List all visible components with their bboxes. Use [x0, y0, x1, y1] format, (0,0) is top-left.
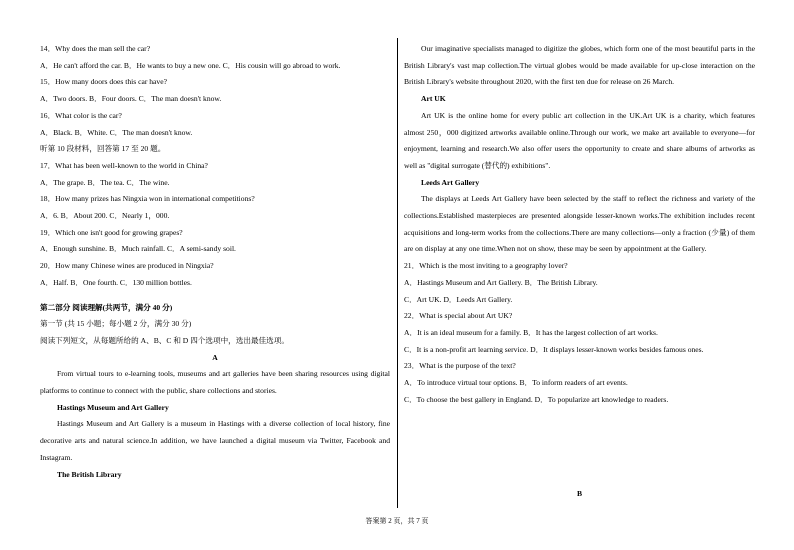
question-23-options-cd: C．To choose the best gallery in England. D．To popularize art knowledge to readers. — [404, 394, 669, 404]
question-14: 14．Why does the man sell the car? — [40, 44, 151, 53]
british-library-paragraph: Our imaginative specialists managed to digitize the globes, which form one of the most beautiful parts in the British Library's vast map collection.The virtual globes would be made available for up-close interaction on the British Library's website throughout 2020, with the first ten due for release on 26 March. — [404, 44, 755, 87]
left-column — [40, 41, 390, 483]
question-19-options: A．Enough sunshine. B．Much rainfall. C．A semi-sandy soil. — [40, 244, 236, 254]
question-16-options: A．Black. B．White. C．The man doesn't know. — [40, 127, 193, 137]
passage-a-intro: From virtual tours to e-learning tools, museums and art galleries have been sharing resources using digital platforms to continue to connect with the public, share collections and stories. — [40, 369, 390, 396]
question-18-options: A．6. B．About 200. C．Nearly 1，000. — [40, 211, 170, 221]
column-divider — [397, 38, 398, 508]
question-16: 16．What color is the car? — [40, 110, 122, 120]
question-22-options-ab: A．It is an ideal museum for a family. B．It has the largest collection of art works. — [404, 327, 658, 337]
leeds-heading: Leeds Art Gallery — [421, 177, 480, 187]
british-library-heading: The British Library — [57, 469, 122, 479]
question-22-options-cd: C．It is a non-profit art learning service. D．It displays lesser-known works besides famous ones. — [404, 344, 704, 354]
question-17: 17．What has been well-known to the world in China? — [40, 160, 208, 170]
leeds-paragraph: The displays at Leeds Art Gallery have been selected by the staff to reflect the richness and variety of the collections.Established masterpieces are presented alongside lesser-known works.The exhibition includes recent acquisitions and long-term works from the collections.There are many collections—only a fraction (少量) of them are on display at any one time.When not on show, these may be seen by appointment at the Gallery. — [404, 194, 755, 254]
question-17-options: A．The grape. B．The tea. C．The wine. — [40, 177, 170, 187]
right-column — [404, 41, 755, 408]
question-15-options: A．Two doors. B．Four doors. C．The man doesn't know. — [40, 94, 222, 104]
question-22: 22．What is special about Art UK? — [404, 311, 513, 321]
question-23-options-ab: A．To introduce virtual tour options. B．To inform readers of art events. — [404, 378, 628, 388]
passage-a-label: A — [212, 352, 218, 362]
question-23: 23．What is the purpose of the text? — [404, 361, 516, 371]
hastings-heading: Hastings Museum and Art Gallery — [57, 402, 169, 412]
question-14-options: A．He can't afford the car. B．He wants to buy a new one. C．His cousin will go abroad to work. — [40, 60, 341, 70]
passage-b-label: B — [576, 489, 583, 498]
question-21: 21．Which is the most inviting to a geography lover? — [404, 261, 568, 271]
question-15: 15．How many doors does this car have? — [40, 77, 167, 87]
page-footer: 答案第 2 页，共 7 页 — [365, 517, 429, 525]
question-21-options-cd: C．Art UK. D．Leeds Art Gallery. — [404, 294, 513, 304]
art-uk-heading: Art UK — [421, 94, 446, 104]
section1-instruction: 阅读下列短文，从每题所给的 A、B、C 和 D 四个选项中，选出最佳选项。 — [40, 335, 289, 345]
art-uk-paragraph: Art UK is the online home for every public art collection in the UK.Art UK is a charity, which features almost 250，000 digitized artworks available online.Through our work, we make art available to everyone—for enjoyment, learning and research.We also offer users the opportunity to create and share albums of artworks as well as "digital surrogate (替代的) exhibitions". — [404, 110, 755, 170]
part2-title: 第二部分 阅读理解(共两节，满分 40 分) — [40, 302, 173, 312]
question-18: 18．How many prizes has Ningxia won in international competitions? — [40, 194, 255, 204]
section1-title: 第一节 (共 15 小题；每小题 2 分，满分 30 分) — [40, 319, 192, 329]
question-19: 19．Which one isn't good for growing grapes? — [40, 227, 183, 237]
question-20-options: A．Half. B．One fourth. C．130 million bottles. — [40, 277, 192, 287]
question-20: 20．How many Chinese wines are produced in Ningxia? — [40, 261, 214, 271]
question-21-options-ab: A．Hastings Museum and Art Gallery. B．The British Library. — [404, 277, 598, 287]
hastings-paragraph: Hastings Museum and Art Gallery is a museum in Hastings with a diverse collection of local history, fine decorative arts and natural science.In addition, we have launched a digital museum via Twitter, Facebook and Instagram. — [40, 419, 390, 462]
instruction-material-10: 听第 10 段材料，回答第 17 至 20 题。 — [40, 144, 166, 154]
